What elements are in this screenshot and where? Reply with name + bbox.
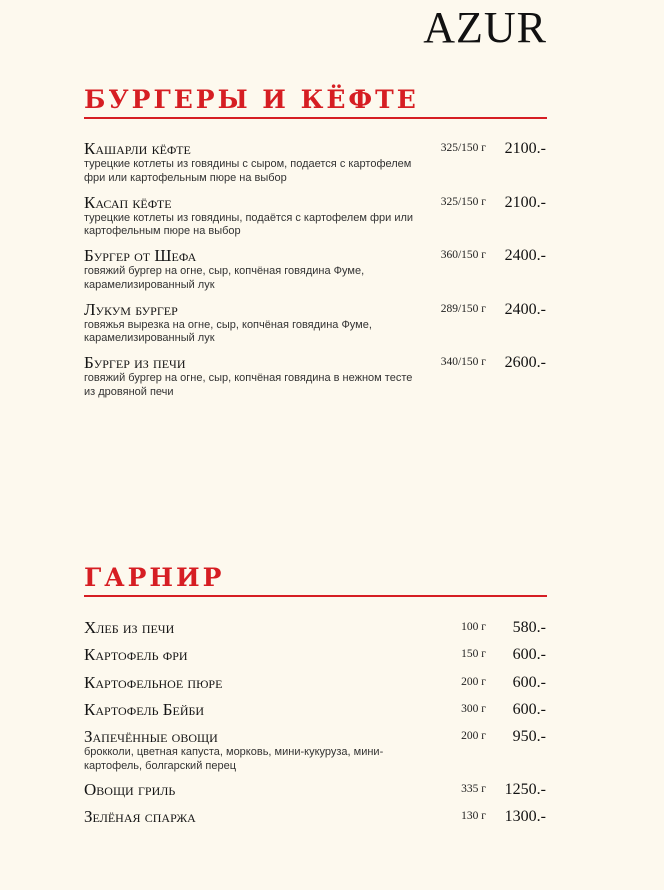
menu-item <box>84 646 547 673</box>
menu-item <box>84 354 547 408</box>
item-name: Бургер из печи <box>84 353 186 372</box>
item-weight: 200 г <box>461 675 486 688</box>
menu-item <box>84 301 547 355</box>
item-weight: 340/150 г <box>440 356 486 368</box>
item-price: 2100.- <box>504 140 546 157</box>
section-burgers <box>84 86 547 408</box>
item-name: Бургер от Шефа <box>84 246 197 265</box>
item-name: Картофель Бейби <box>84 699 205 719</box>
item-weight: 300 г <box>461 702 486 715</box>
garnish-list <box>84 619 547 836</box>
item-name: Овощи гриль <box>84 780 176 800</box>
section-garnish <box>84 564 547 836</box>
item-name: Хлеб из печи <box>84 618 175 637</box>
menu-item <box>84 140 547 194</box>
item-name: Касап кёфте <box>84 192 172 212</box>
menu-item <box>84 728 547 781</box>
item-name: Кашарли кёфте <box>84 139 191 158</box>
menu-item <box>84 619 547 646</box>
item-description: говяжий бургер на огне, сыр, копчёная говядина Фуме, карамелизированный лук <box>84 265 365 291</box>
item-name: Картофель фри <box>84 645 188 665</box>
item-description: турецкие котлеты из говядины, подаётся с картофелем фри или картофельным пюре на выбор <box>84 211 414 237</box>
item-price: 2400.- <box>504 300 546 318</box>
item-weight: 100 г <box>461 621 486 633</box>
item-weight: 150 г <box>461 648 486 661</box>
item-description: говяжий бургер на огне, сыр, копчёная говядина в нежном тесте из дровяной печи <box>84 372 413 398</box>
section-title-burgers: БУРГЕРЫ И КЁФТЕ <box>84 86 547 119</box>
item-weight: 325/150 г <box>440 195 486 208</box>
item-price: 600.- <box>512 700 546 718</box>
item-weight: 130 г <box>461 810 486 823</box>
menu-item <box>84 781 547 808</box>
item-price: 2600.- <box>504 354 546 371</box>
item-price: 2100.- <box>504 193 546 211</box>
item-weight: 200 г <box>461 730 486 743</box>
item-description: говяжья вырезка на огне, сыр, копчёная говядина Фуме, карамелизированный лук <box>84 318 372 344</box>
item-description: турецкие котлеты из говядины с сыром, подается с картофелем фри или картофельным пюре на выбор <box>84 158 412 184</box>
menu-item <box>84 808 547 835</box>
item-name: Картофельное пюре <box>84 672 223 692</box>
item-price: 600.- <box>512 673 546 691</box>
item-name: Запечённые овощи <box>84 727 218 747</box>
menu-item <box>84 247 547 301</box>
menu-item <box>84 674 547 701</box>
item-price: 950.- <box>512 728 546 746</box>
item-price: 2400.- <box>504 247 546 264</box>
item-weight: 289/150 г <box>440 302 486 315</box>
item-description: брокколи, цветная капуста, морковь, мини-кукуруза, мини-картофель, болгарский перец <box>84 746 384 772</box>
menu-item <box>84 194 547 248</box>
item-weight: 325/150 г <box>440 142 486 154</box>
item-price: 1300.- <box>504 808 546 826</box>
item-price: 600.- <box>512 646 546 664</box>
item-price: 1250.- <box>504 781 546 799</box>
item-name: Зелёная спаржа <box>84 807 196 827</box>
item-price: 580.- <box>512 619 546 636</box>
item-weight: 360/150 г <box>440 249 486 261</box>
brand-logo: AZUR <box>423 3 547 52</box>
section-title-garnish: ГАРНИР <box>84 564 547 597</box>
menu-item <box>84 701 547 728</box>
item-name: Лукум бургер <box>84 299 178 319</box>
burgers-list <box>84 140 547 408</box>
item-weight: 335 г <box>461 783 486 796</box>
